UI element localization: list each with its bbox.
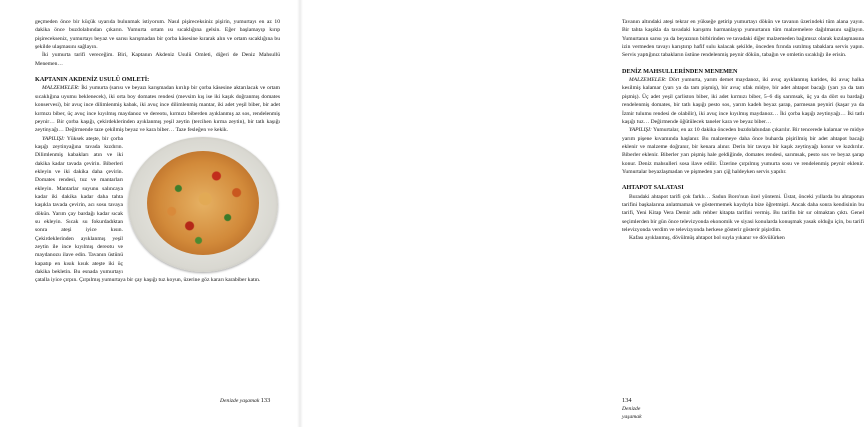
omlet-continuation: Tavanın altındaki ateşi tekrar en yükseğe getirip yumurtayı dökün ve tavanın üzerindeki tüm alana yayın. Bir tahta kaşıkla da tavadaki karışımı harmanlayıp yumurtanın tüm malzemelere dağılmasını sağlayın. Yumurtanın sarısı ya da beyazının birbirinden ve tavadaki diğer malzemeden bağımsız olarak kızılaşmasına izin vermeden tavayı karıştırıp hafif sulu kalacak şekilde, önceden fırında ısıtılmış tabaklara servis yapın. Servis yaptığınız tabakların üstüne rendelenmiş peynir dökün, tabağın ve omletin sıcaklığı ile erisin.	[622, 19, 864, 59]
materials-text: Dört yumurta, yarım demet maydanoz, iki avuç ayıklanmış karides, iki avuç halka kesilmiş kalamar (yarı ya da tam pişmiş), bir avuç ufak midye, bir adet ahtapot bacağı (yarı ya da tam pişmiş). Üç adet yeşil çarliston biber, iki adet kırmızı biber, 5–6 diş sarımsak, üç ya da dört su bardağı rendelenmiş domates, bir tatlı kaşığı pesto sos, yarım kadeh beyaz şarap, parmesan peyniri (kaşar ya da İzmir tulumu rendesi de olabilir), iki avuç ince kıyılmış maydanoz… İki çorba kaşığı zeytinyağı… İki tatlı kaşığı tuz… Değirmende öğütülecek taneler kara ve beyaz biber…	[622, 77, 864, 125]
intro-paragraph: İki yumurta tarifi vereceğim. Biri, Kaptanın Akdeniz Usulü Omleti, diğeri de Deniz Mahsullü Menemen…	[35, 52, 280, 67]
left-text-column	[35, 18, 280, 285]
running-title: Denizde yaşamak	[220, 398, 260, 404]
omlet-materials	[35, 84, 280, 134]
making-label: YAPILIŞI:	[42, 135, 65, 142]
right-text-column	[622, 18, 864, 243]
making-label: YAPILIŞI:	[629, 127, 652, 134]
omlet-instructions	[35, 135, 280, 285]
making-text: Yumurtalar, en az 10 dakika önceden buzdolabından çıkarılır. Bir tencerede kalamar ve midye yarım pişene kıvamında haşlanır. Bu malzemeye daha önce buharda pişirilmiş bir adet ahtapot bacağı eklenir ve malzeme doğranır, bir kenara alınır. Derin bir tavaya bir kaşık zeytinyağı konur ve kızdırılır. Biberler eklenir. Biberler yarı pişmiş hale geldiğinde, domates rendesi, sarımsak, pesto sos ve beyaz şarap konur. Deniz mahsulleri sosa ilave edilir. Üzerine çırpılmış yumurta sosu ve rendelenmiş peynir eklenir. Yumurtalar beyazlaşmadan ve pişmeden yarı çiğ haldeyken servis yapılır.	[622, 127, 864, 175]
right-page	[300, 0, 864, 427]
left-page-footer	[220, 397, 270, 405]
salad-paragraph: Buradaki ahtapot tarifi çok farklı… Sadun Boro'nun özel yöntemi. Üstat, önceki yıllarda bu ahtapotun tarifini başkalarına anlatmamak ve göstermemek kaydıyla bize öğretmişti. Ancak daha sonra kendisinin bu tarifi, Yeni Kitap Vera Demir adlı rehber kitapta tarifini vermiş. Bu tarifin bir sır olmaktan çıktı. Genel seçimlerden bir gün önce televizyonda ekonomik ve siyasi konularda konuşmak yasak olduğu için, bu tarifi televizyonda verdim ve televizyonda herkese gösterir gösterir pişirdim.	[622, 193, 864, 234]
salad-paragraph: Kafası ayıklanmış, dövülmüş ahtapot bol suyla yıkanır ve dövülürken	[629, 235, 785, 242]
menemen-instructions	[622, 126, 864, 176]
page-number: 134	[622, 397, 632, 404]
running-title: Denizde yaşamak	[622, 406, 642, 420]
left-page	[0, 0, 300, 427]
menemen-heading: DENİZ MAHSULLERİNDEN MENEMEN	[622, 67, 738, 75]
materials-label: MALZEMELER:	[42, 85, 80, 92]
intro-paragraph: geçmeden önce bir küçük uyarıda bulunmak istiyorum. Nasıl pişireceksiniz pişirin, yumurtayı en az 10 dakika önce buzdolabından çıkarın. Yumurta ortam ısı sıcaklığına gelsin. Eğer başlamayıp kırıp pişirecekseniz, yumurtayı beyaz ve sarısı karışmadan bir çorba kâsesine kırarak alın ve ortam sıcaklığına bu şekilde ulaşmasını sağlayın.	[35, 19, 280, 51]
omelet-food-shape	[147, 151, 259, 255]
page-number: 133	[260, 397, 271, 404]
making-text: Yüksek ateşte, bir çorba kaşığı zeytinyağına tavada kızdırın. Dilimlenmiş kabakları atın ve iki dakika kadar tavada çevirin. Biberleri ekleyin ve iki dakika daha çevirin. Domates rendesi, tuz ve mantarları ekleyin. Mantarlar suyunu salıncaya kadar iki dakika kadar daha tahta kaşıkla tavada çevirin, acı sosu tavaya dökün. Yarım çay bardağı kadar sıcak su ekleyin. Sıcak su fokurdadıktan sonra ateşi iyice kısın. Çekirdeklerinden ayıklanmış yeşil zeytin ile ince kıyılmış dereotu ve maydanozu ilave edin. Tavanın üstünü kapatıp en kısık kısık ateşte iki üç dakika bekletin. Bu esnada yumurtayı çatalla iyice çırpın. Çırpılmış yumurtaya bir çay kaşığı tuz koyun, üzerine göz kararı karabiber katın.	[35, 135, 261, 284]
omelet-photo	[128, 137, 280, 274]
materials-text: İki yumurta (sarısı ve beyazı karışmadan kırılıp bir çorba kâsesine aktarılacak ve ortam sıcaklığına uyumu beklenecek), iki orta boy domates rendesi (mevsim kış ise iki kaşık doğranmış domates konservesi), bir avuç ince dilimlenmiş kabak, iki avuç ince dilimlenmiş mantar, iki adet yeşil biber, bir adet kırmızı biber, üç avuç ince kıyılmış maydanoz ve dereotu, kırmızı biberden ayıklanmış az sos, rendelenmiş peynir… Bir çorba kaşığı, çekirdeklerinden ayıklanmış yeşil zeytin (tercihen kırma zeytin), bir tatlı kaşığı zeytinyağı… Değirmende taze çekilmiş beyaz ve kara biber… Taze fesleğen ve kekik.	[35, 85, 280, 134]
materials-label: MALZEMELER:	[629, 77, 667, 84]
salad-heading: AHTAPOT SALATASI	[622, 184, 684, 192]
omlet-heading: KAPTANIN AKDENİZ USULÜ OMLETİ:	[35, 76, 150, 84]
menemen-materials	[622, 76, 864, 126]
right-page-footer	[622, 397, 642, 421]
